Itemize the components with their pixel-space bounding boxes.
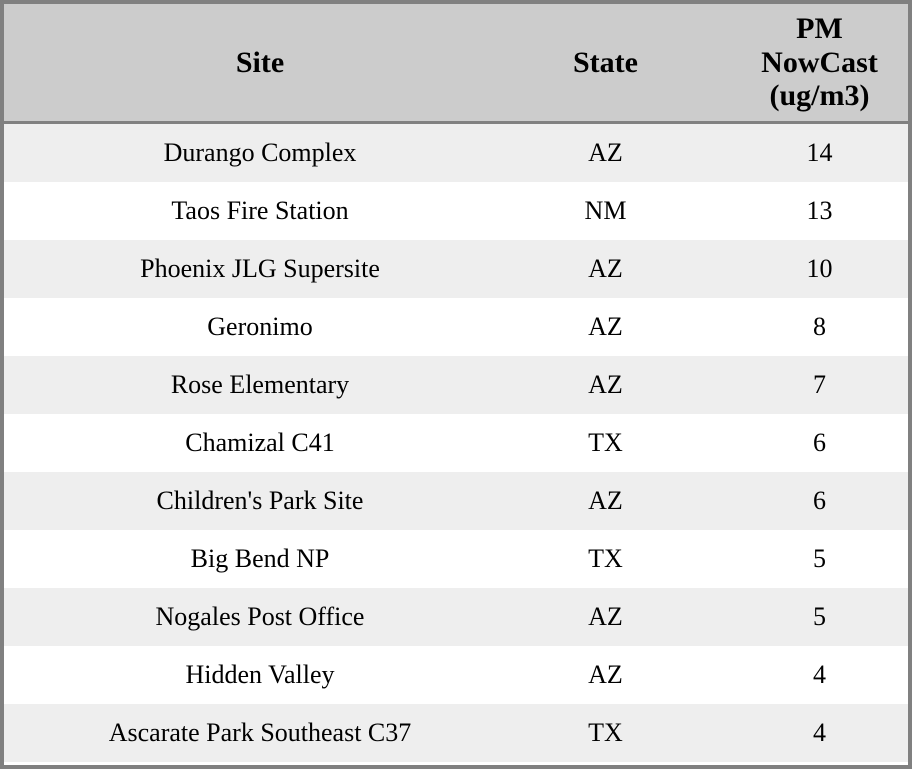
cell-site: Rose Elementary: [4, 356, 516, 414]
cell-site: Geronimo: [4, 298, 516, 356]
cell-state: TX: [516, 704, 695, 762]
table-row: [4, 414, 912, 472]
cell-pm-nowcast: 5: [695, 588, 912, 646]
pm-nowcast-table: [4, 4, 912, 762]
cell-pm-nowcast: 7: [695, 356, 912, 414]
table-row: [4, 530, 912, 588]
cell-state: AZ: [516, 240, 695, 298]
cell-pm-nowcast: 10: [695, 240, 912, 298]
cell-pm-nowcast: 14: [695, 122, 912, 182]
cell-pm-nowcast: 6: [695, 472, 912, 530]
cell-site: Chamizal C41: [4, 414, 516, 472]
cell-pm-nowcast: 4: [695, 704, 912, 762]
table-row: [4, 356, 912, 414]
cell-pm-nowcast: 5: [695, 530, 912, 588]
cell-state: AZ: [516, 472, 695, 530]
table-row: [4, 704, 912, 762]
cell-state: AZ: [516, 298, 695, 356]
cell-site: Phoenix JLG Supersite: [4, 240, 516, 298]
cell-state: TX: [516, 530, 695, 588]
column-header-pm-nowcast-line3: (ug/m3): [769, 79, 870, 113]
cell-state: AZ: [516, 588, 695, 646]
cell-state: NM: [516, 182, 695, 240]
table-header-row: [4, 4, 912, 122]
cell-pm-nowcast: 4: [695, 646, 912, 704]
cell-pm-nowcast: 8: [695, 298, 912, 356]
cell-site: Nogales Post Office: [4, 588, 516, 646]
table-row: [4, 472, 912, 530]
table-row: [4, 182, 912, 240]
column-header-pm-nowcast-line1: PM: [796, 12, 843, 45]
table-header: [4, 4, 912, 122]
column-header-pm-nowcast-line2: NowCast: [761, 45, 878, 79]
table-body: [4, 122, 912, 762]
cell-state: TX: [516, 414, 695, 472]
table-row: [4, 646, 912, 704]
column-header-pm-nowcast: [695, 4, 912, 122]
cell-state: AZ: [516, 122, 695, 182]
table-row: [4, 122, 912, 182]
cell-site: Big Bend NP: [4, 530, 516, 588]
cell-state: AZ: [516, 646, 695, 704]
cell-pm-nowcast: 6: [695, 414, 912, 472]
cell-site: Taos Fire Station: [4, 182, 516, 240]
table-row: [4, 240, 912, 298]
table-row: [4, 588, 912, 646]
cell-site: Durango Complex: [4, 122, 516, 182]
column-header-state: State: [516, 4, 695, 122]
cell-state: AZ: [516, 356, 695, 414]
column-header-site: Site: [4, 4, 516, 122]
table-row: [4, 298, 912, 356]
cell-site: Children's Park Site: [4, 472, 516, 530]
cell-pm-nowcast: 13: [695, 182, 912, 240]
cell-site: Ascarate Park Southeast C37: [4, 704, 516, 762]
cell-site: Hidden Valley: [4, 646, 516, 704]
